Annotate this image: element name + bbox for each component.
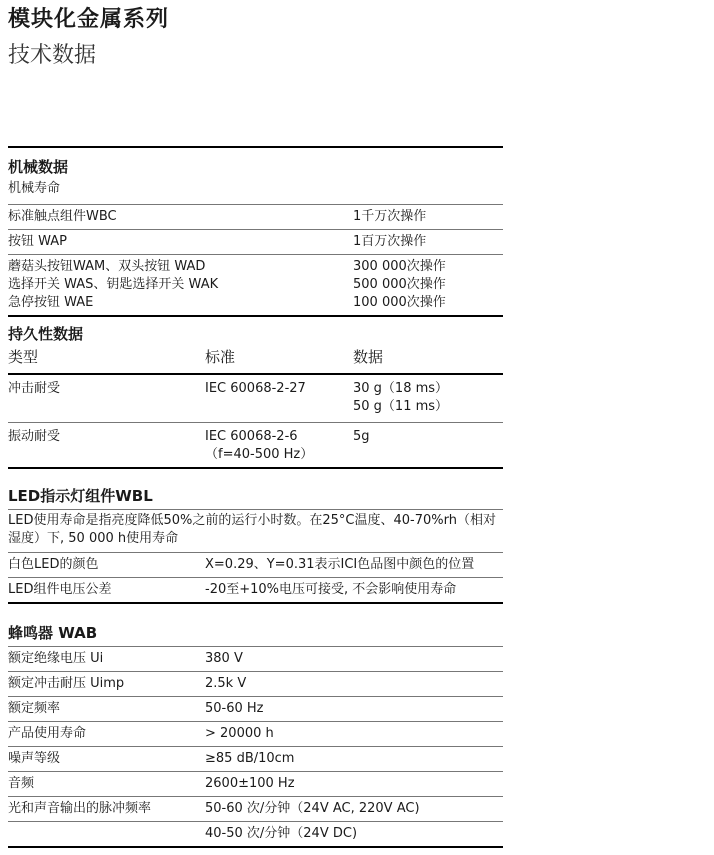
row-label: 选择开关 WAS、钥匙选择开关 WAK bbox=[8, 277, 219, 292]
row-value: 2600±100 Hz bbox=[205, 776, 295, 791]
data-line: 50 g（11 ms） bbox=[353, 399, 449, 414]
row-value: ≥85 dB/10cm bbox=[205, 751, 295, 766]
section-heading-mechanical: 机械数据 bbox=[8, 158, 69, 176]
table-row bbox=[8, 797, 503, 821]
table-row-group bbox=[8, 255, 503, 315]
section-heading-led: LED指示灯组件WBL bbox=[8, 487, 153, 505]
column-header-type: 类型 bbox=[8, 348, 39, 366]
table-row bbox=[8, 423, 503, 467]
table-header bbox=[8, 343, 503, 373]
row-label: 产品使用寿命 bbox=[8, 726, 87, 741]
row-label: 标准触点组件WBC bbox=[8, 209, 117, 224]
row-value: 500 000次操作 bbox=[353, 277, 446, 292]
row-standard bbox=[205, 428, 353, 464]
table-row bbox=[8, 294, 503, 312]
section-heading-buzzer: 蜂鸣器 WAB bbox=[8, 624, 98, 642]
subheading-mechanical-life: 机械寿命 bbox=[8, 181, 61, 196]
table-row bbox=[8, 697, 503, 721]
row-value: 50-60 次/分钟（24V AC, 220V AC) bbox=[205, 801, 420, 816]
table-row bbox=[8, 747, 503, 771]
row-value: 100 000次操作 bbox=[353, 295, 446, 310]
row-label: 按钮 WAP bbox=[8, 234, 68, 249]
standard-line: （f=40-500 Hz） bbox=[205, 447, 314, 462]
row-label: 噪声等级 bbox=[8, 751, 61, 766]
row-value: 50-60 Hz bbox=[205, 701, 264, 716]
row-value: X=0.29、Y=0.31表示ICI色品图中颜色的位置 bbox=[205, 557, 475, 572]
row-value: 380 V bbox=[205, 651, 243, 666]
column-header-data: 数据 bbox=[353, 348, 384, 366]
table-row bbox=[8, 772, 503, 796]
table-row bbox=[8, 258, 503, 276]
table-row bbox=[8, 672, 503, 696]
table-row bbox=[8, 553, 503, 577]
row-value: 300 000次操作 bbox=[353, 259, 446, 274]
table-row bbox=[8, 578, 503, 602]
page-subtitle: 技术数据 bbox=[8, 43, 97, 68]
row-label bbox=[8, 825, 205, 843]
row-value: 1千万次操作 bbox=[353, 209, 427, 224]
row-divider bbox=[8, 846, 503, 848]
row-value: 1百万次操作 bbox=[353, 234, 427, 249]
row-label: 光和声音输出的脉冲频率 bbox=[8, 801, 152, 816]
row-data: 5g bbox=[353, 429, 370, 444]
row-type: 振动耐受 bbox=[8, 429, 61, 444]
row-value: -20至+10%电压可接受, 不会影响使用寿命 bbox=[205, 582, 457, 597]
section-heading-durability: 持久性数据 bbox=[8, 325, 84, 343]
row-label: 蘑菇头按钮WAM、双头按钮 WAD bbox=[8, 259, 206, 274]
spec-document bbox=[8, 146, 503, 848]
standard-line: IEC 60068-2-27 bbox=[205, 381, 306, 396]
page-title: 模块化金属系列 bbox=[8, 7, 170, 32]
row-label: LED组件电压公差 bbox=[8, 582, 112, 597]
table-row bbox=[8, 276, 503, 294]
table-row bbox=[8, 375, 503, 422]
table-row bbox=[8, 230, 503, 254]
data-line: 30 g（18 ms） bbox=[353, 381, 449, 396]
table-row bbox=[8, 822, 503, 846]
row-label: 额定冲击耐压 Uimp bbox=[8, 676, 125, 691]
row-value: > 20000 h bbox=[205, 726, 274, 741]
table-row bbox=[8, 647, 503, 671]
buzzer-table bbox=[8, 647, 503, 848]
row-value: 2.5k V bbox=[205, 676, 247, 691]
row-label: 额定绝缘电压 Ui bbox=[8, 651, 104, 666]
led-description: LED使用寿命是指亮度降低50%之前的运行小时数。在25°C温度、40-70%rh（相对湿度）下, 50 000 h使用寿命 bbox=[8, 513, 496, 546]
row-label: 额定频率 bbox=[8, 701, 61, 716]
row-value: 40-50 次/分钟（24V DC) bbox=[205, 826, 358, 841]
row-data bbox=[353, 380, 503, 416]
row-type: 冲击耐受 bbox=[8, 381, 61, 396]
standard-line: IEC 60068-2-6 bbox=[205, 429, 298, 444]
table-row bbox=[8, 205, 503, 229]
column-header-standard: 标准 bbox=[205, 348, 236, 366]
row-label: 音频 bbox=[8, 776, 35, 791]
row-standard bbox=[205, 380, 353, 416]
row-label: 白色LED的颜色 bbox=[8, 557, 99, 572]
row-label: 急停按钮 WAE bbox=[8, 295, 94, 310]
table-row bbox=[8, 722, 503, 746]
